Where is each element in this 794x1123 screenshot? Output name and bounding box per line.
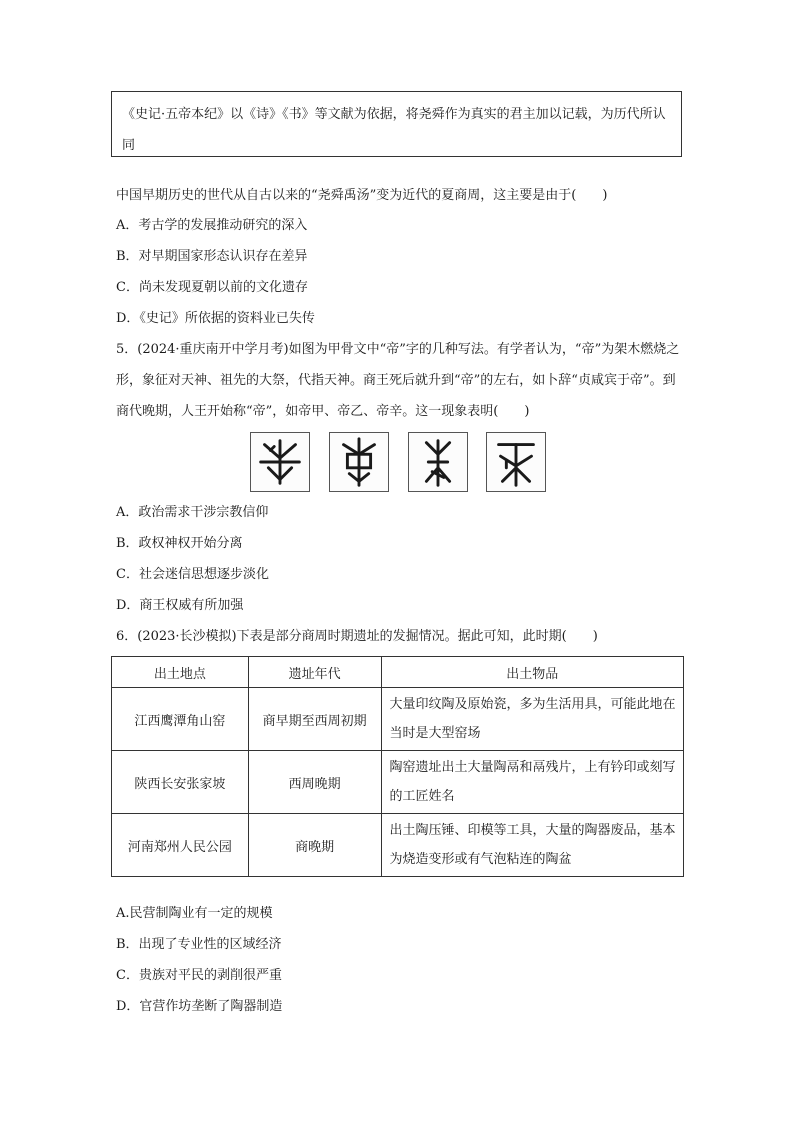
q4-option-c: C．尚未发现夏朝以前的文化遗存 — [116, 280, 308, 295]
header-items: 出土物品 — [381, 657, 684, 688]
q5-option-a: A．政治需求干涉宗教信仰 — [116, 505, 269, 520]
excavation-table — [111, 656, 684, 877]
q6-option-c: C．贵族对平民的剥削很严重 — [116, 968, 282, 983]
oracle-glyph-figure — [250, 432, 550, 494]
oracle-di-glyph-2-icon — [329, 432, 389, 492]
table-row — [112, 751, 684, 814]
header-era: 遗址年代 — [248, 657, 381, 688]
cell-place: 河南郑州人民公园 — [112, 814, 249, 877]
q6-option-b: B．出现了专业性的区域经济 — [116, 937, 282, 952]
table-header-row — [112, 657, 684, 688]
cell-place: 江西鹰潭角山窑 — [112, 688, 249, 751]
q5-option-b: B．政权神权开始分离 — [116, 536, 243, 551]
q6-option-a: A.民营制陶业有一定的规模 — [116, 906, 273, 921]
cell-era: 商早期至西周初期 — [248, 688, 381, 751]
quote-text: 《史记·五帝本纪》以《诗》《书》等文献为依据，将尧舜作为真实的君主加以记载，为历代所认同 — [122, 107, 666, 153]
q6-option-d: D．官营作坊垄断了陶器制造 — [116, 999, 283, 1014]
cell-items: 陶窑遗址出土大量陶鬲和鬲残片，上有钤印或刻写的工匠姓名 — [381, 751, 684, 814]
q5-option-c: C．社会迷信思想逐步淡化 — [116, 567, 269, 582]
cell-items: 出土陶压锤、印模等工具，大量的陶器废品，基本为烧造变形或有气泡粘连的陶盆 — [381, 814, 684, 877]
q5-option-d: D．商王权威有所加强 — [116, 598, 244, 613]
table-row — [112, 688, 684, 751]
oracle-di-glyph-3-icon — [408, 432, 468, 492]
q4-option-b: B．对早期国家形态认识存在差异 — [116, 249, 308, 264]
table-row — [112, 814, 684, 877]
q6-stem: 6．(2023·长沙模拟)下表是部分商周时期遗址的发掘情况。据此可知，此时期( ) — [116, 629, 598, 644]
q4-stem: 中国早期历史的世代从自古以来的“尧舜禹汤”变为近代的夏商周，这主要是由于( ) — [116, 188, 608, 203]
cell-items: 大量印纹陶及原始瓷，多为生活用具，可能此地在当时是大型窑场 — [381, 688, 684, 751]
cell-era: 西周晚期 — [248, 751, 381, 814]
q4-option-d: D．《史记》所依据的资料业已失传 — [116, 311, 315, 326]
cell-place: 陕西长安张家坡 — [112, 751, 249, 814]
cell-era: 商晚期 — [248, 814, 381, 877]
oracle-di-glyph-1-icon — [250, 432, 310, 492]
q4-option-a: A．考古学的发展推动研究的深入 — [116, 218, 308, 233]
oracle-di-glyph-4-icon — [486, 432, 546, 492]
header-place: 出土地点 — [112, 657, 249, 688]
quote-box — [111, 91, 682, 157]
q5-stem: 5．(2024·重庆南开中学月考)如图为甲骨文中“帝”字的几种写法。有学者认为，“帝”为架木燃烧之形，象征对天神、祖先的大祭，代指天神。商王死后就升到“帝”的左右，如卜辞“贞咸宾于帝”。到商代晚期，人王开始称“帝”，如帝甲、帝乙、帝辛。这一现象表明( ) — [116, 342, 680, 419]
